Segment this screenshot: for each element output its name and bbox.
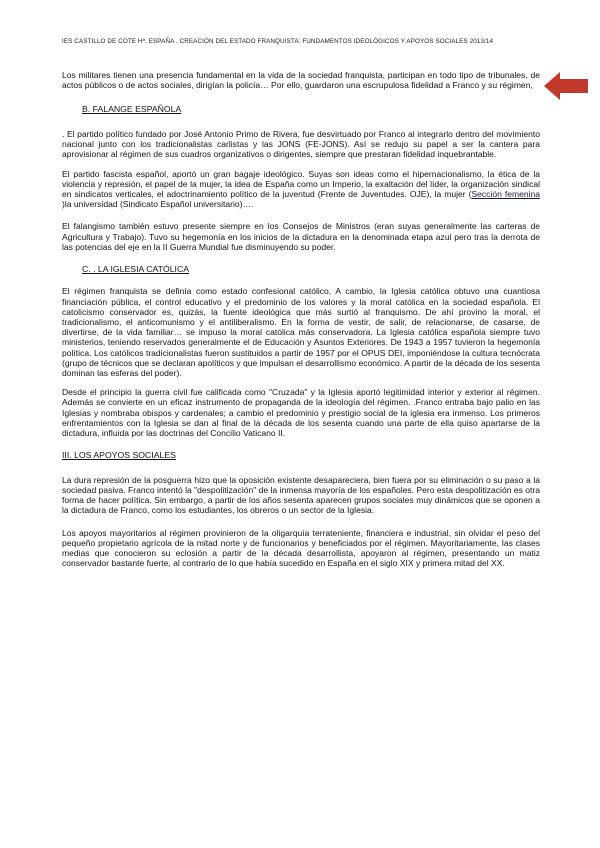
section-heading-iglesia: C. . LA IGLESIA CATÓLICA xyxy=(82,263,190,274)
iglesia-paragraph-1: El régimen franquista se definía como estado confesional católico, A cambio, la Iglesia católica obtuvo una cuantiosa financiación pública, el control educativo y el predominio de los valores y la moral católica en la sociedad española. El catolicismo conservador es, quizás, la fuente ideológica que más surtió al franquismo. De ahí provino la moral, el tradicionalismo, el anticomunismo y el antiliberalismo. En la forma de vestir, de salir, de relacionarse, de casarse, de divertirse, de la vida familiar… se impuso la moral católica más conservadora. La Iglesia católica española siempre tuvo ministerios, teniendo reservados generalmente el de Educación y Asuntos Exteriores. De 1943 a 1957 tuvieron la hegemonía política. Los católicos tradicionalistas fueron sustituidos a partir de 1957 por el OPUS DEI, imponiéndose la cultura tecnócrata (grupo de técnicos que se declaran apolíticos y que impulsan el desarrollismo económico. A partir de la década de los sesenta dominan las esferas del poder). xyxy=(62,286,540,379)
falange-paragraph-3: El falangismo también estuvo presente siempre en los Consejos de Ministros (eran suyas generalmente las carteras de Agricultura y Trabajo). Tuvo su hegemonía en los inicios de la dictadura en la denominada etapa azul pero tras la derrota de las potencias del eje en la II Guerra Mundial fue disminuyendo su poder. xyxy=(62,221,540,252)
intro-paragraph: Los militares tienen una presencia fundamental en la vida de la sociedad franquista, participan en todo tipo de tribunales, de actos públicos o de actos sociales, dirigían la policía… Por ello, guardaron una escrupulosa fidelidad a Franco y su régimen, xyxy=(62,70,540,91)
section-heading-falange: B. FALANGE ESPAÑOLA xyxy=(82,104,182,115)
falange-paragraph-2-text-a: El partido fascista español, aportó un gran bagaje ideológico. Suyas son ideas como el hipernacionalismo, la ética de la violencia y represión, el papel de la mujer, la idea de España como un Imperio, la exaltación del líder, la organización sindical en sindicatos verticales, el adoctrinamiento político de la juventud (Frente de Juventudes. OJE), la mujer ( xyxy=(62,168,540,199)
page-header: IES CASTILLO DE COTE Hª. ESPAÑA . CREACIÓN DEL ESTADO FRANQUISTA: FUNDAMENTOS IDEOLÓGICOS Y APOYOS SOCIALES 2013/14 xyxy=(62,38,494,45)
seccion-femenina-link[interactable]: Sección femenina xyxy=(471,188,540,199)
iglesia-paragraph-2: Desde el principio la guerra civil fue calificada como "Cruzada" y la Iglesia aportó legitimidad interior y exterior al régimen. Además se convierte en un eficaz instrumento de propaganda de la ideología del régimen. .Franco entraba bajo palio en las Iglesias y nombraba obispos y cardenales; a cambio el predominio y prestigio social de la iglesia era inmenso. Los primeros enfrentamientos con la Iglesia se dan al final de la década de los sesenta cuando una parte de ella quiso apartarse de la dictadura, influida por las doctrinas del Concilio Vaticano II. xyxy=(62,387,540,439)
apoyos-paragraph-2: Los apoyos mayoritarios al régimen provinieron de la oligarquía terrateniente, financiera e industrial, sin olvidar el peso del pequeño propietario agrícola de la mitad norte y de funcionarios y beneficiados por el régimen. Mayoritariamente, las clases medias que conocieron su eclosión a partir de la década desarrollista, apoyaron al régimen, presentando un matiz conservador bastante fuerte, al contrario de lo que había sucedido en España en el siglo XIX y primera mitad del XX. xyxy=(62,527,540,569)
left-arrow-icon[interactable] xyxy=(543,71,589,101)
section-heading-apoyos: III. LOS APOYOS SOCIALES xyxy=(62,450,176,461)
document-body xyxy=(62,70,540,568)
falange-paragraph-1: . El partido político fundado por José Antonio Primo de Rivera, fue desvirtuado por Franco al integrarlo dentro del movimiento nacional junto con los tradicionalistas carlistas y las JONS (FE-JONS). Así se redujo su papel a ser la cantera para aprovisionar al régimen de sus cuadros organizativos o dirigentes, siempre que prestaran fidelidad inquebrantable. xyxy=(62,128,540,160)
falange-paragraph-2-text-b: )la universidad (Sindicato Español universitario)…. xyxy=(62,199,254,210)
apoyos-paragraph-1: La dura represión de la posguerra hizo que la oposición existente desapareciera, bien fuera por su eliminación o su paso a la sociedad pasiva. Franco intentó la "despolitización" de la inmensa mayoría de los españoles. Pero esta despolitización es otra forma de hacer política. Sin embargo, a partir de los años sesenta aparecen grupos sociales muy dinámicos que se oponen a la dictadura de Franco, como los estudiantes, los obreros o un sector de la Iglesia. xyxy=(62,474,540,516)
falange-paragraph-2 xyxy=(62,169,540,210)
